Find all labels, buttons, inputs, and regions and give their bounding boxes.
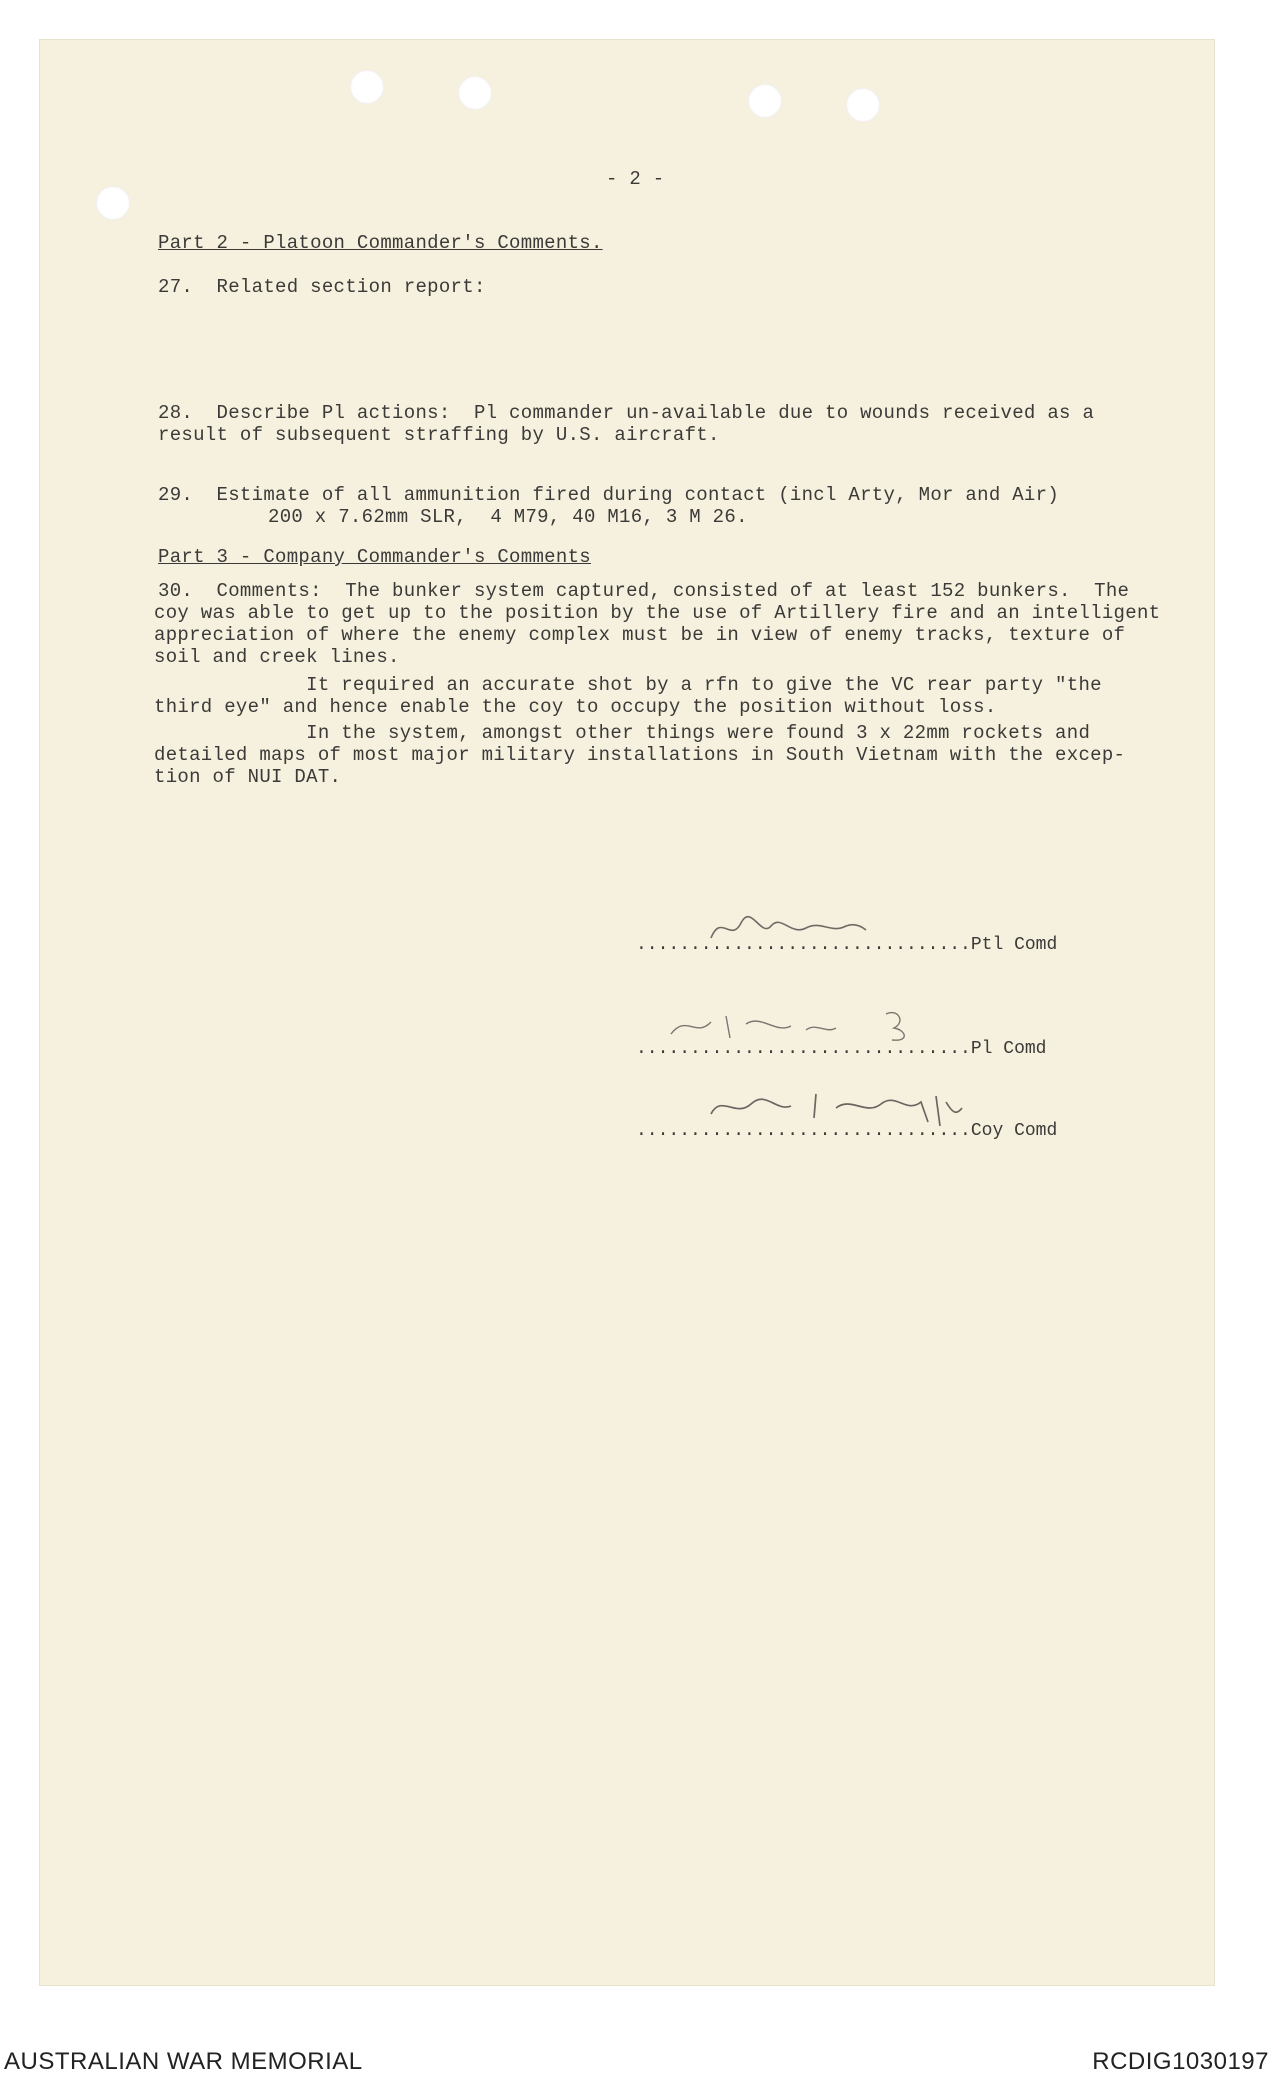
signature-dots: ............................... [636,935,971,955]
part2-heading: Part 2 - Platoon Commander's Comments. [158,232,603,254]
item-30-line: detailed maps of most major military installations in South Vietnam with the excep- [154,744,1126,766]
signature-role: Pl Comd [970,1039,1047,1059]
punch-hole [458,76,492,110]
punch-hole [350,70,384,104]
item-28-line1: 28. Describe Pl actions: Pl commander un-available due to wounds received as a [158,402,1095,424]
signature-block-ptl [636,934,1057,955]
item-30-line: It required an accurate shot by a rfn to give the VC rear party "the [154,674,1102,696]
item-30-line: In the system, amongst other things were found 3 x 22mm rockets and [154,722,1091,744]
handwritten-signature [666,1004,946,1048]
item-30-line: appreciation of where the enemy complex must be in view of enemy tracks, texture of [154,624,1126,646]
item-29-line2: 200 x 7.62mm SLR, 4 M79, 40 M16, 3 M 26. [268,506,748,528]
punch-hole [748,84,782,118]
document-page [40,40,1214,1985]
item-30-line: coy was able to get up to the position by the use of Artillery fire and an intelligent [154,602,1161,624]
item-30-line: soil and creek lines. [154,646,400,668]
page-number: - 2 - [606,168,665,190]
signature-role: Coy Comd [970,1121,1058,1141]
signature-dots: ............................... [636,1039,971,1059]
footer-right: RCDIG1030197 [1092,2048,1269,2075]
item-30-line: third eye" and hence enable the coy to occupy the position without loss. [154,696,997,718]
item-30-line: tion of NUI DAT. [154,766,342,788]
part3-heading: Part 3 - Company Commander's Comments [158,546,591,568]
item-28-line2: result of subsequent straffing by U.S. aircraft. [158,424,720,446]
signature-dots: ............................... [636,1121,971,1141]
item-30-line: 30. Comments: The bunker system captured, consisted of at least 152 bunkers. The [158,580,1130,602]
item-29-line1: 29. Estimate of all ammunition fired during contact (incl Arty, Mor and Air) [158,484,1060,506]
handwritten-signature [706,908,906,948]
item-27: 27. Related section report: [158,276,486,298]
punch-hole [96,186,130,220]
signature-role: Ptl Comd [970,935,1058,955]
footer-left: AUSTRALIAN WAR MEMORIAL [4,2048,363,2075]
handwritten-signature [706,1082,1006,1132]
signature-block-pl [636,1038,1046,1059]
signature-block-coy [636,1120,1057,1141]
punch-hole [846,88,880,122]
